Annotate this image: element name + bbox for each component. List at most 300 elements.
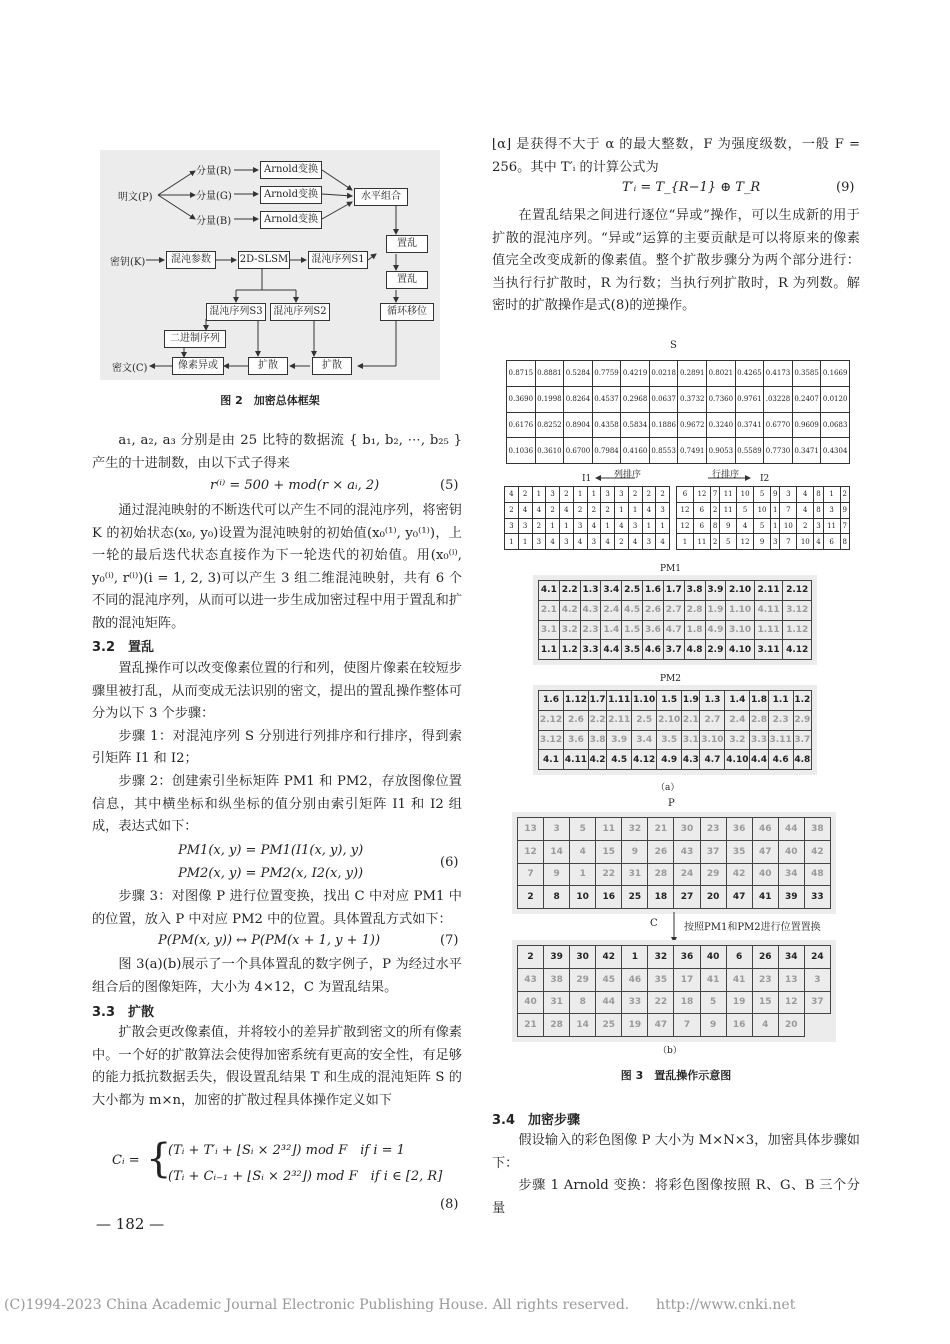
left-p6-text: 步骤 3：对图像 P 进行位置变换，找出 C 中对应 PM1 中的位置，放入 P 中对应 PM2 中的位置。具体置乱方式如下： [92, 889, 462, 927]
pm1-matrix [538, 580, 812, 660]
matrix-c-cell: 25 [596, 1014, 622, 1037]
index-i2-cell: 7 [780, 502, 797, 518]
matrix-p-cell: 15 [596, 840, 622, 863]
pm2-cell: 3.3 [750, 730, 768, 750]
matrix-p-row [518, 863, 831, 886]
pm2-cell: 4.2 [588, 750, 606, 770]
equation-6b: PM2(x, y) = PM2(x, I2(x, y)) [178, 866, 364, 881]
matrix-s-cell: 0.1998 [535, 386, 564, 412]
index-i2-cell: 7 [840, 518, 849, 534]
pm2-cell: 4.5 [607, 750, 632, 770]
binary-seq-box: 二进制序列 [164, 330, 226, 348]
matrix-s-cell: 0.0120 [821, 386, 850, 412]
horizontal-combine-box: 水平组合 [354, 188, 408, 206]
index-i2-cell: 9 [754, 534, 771, 550]
pm1-cell: 2.6 [643, 600, 664, 620]
index-i2-cell: 3 [771, 534, 780, 550]
index-i2-cell: 10 [797, 534, 814, 550]
matrix-c-cell: 23 [752, 968, 778, 991]
index-i2-cell: 12 [693, 487, 710, 503]
pm1-cell: 4.12 [783, 640, 812, 660]
index-i2-cell: 8 [814, 487, 823, 503]
index-i2-cell: 2 [710, 502, 719, 518]
section-3-2-heading: 3.2 置乱 [92, 640, 155, 655]
matrix-s-cell: 0.4219 [621, 361, 650, 387]
matrix-p-cell: 3 [544, 818, 570, 841]
index-i1-cell: 1 [573, 487, 587, 503]
matrix-p-cell: 8 [544, 886, 570, 909]
matrix-s-cell: 0.9672 [678, 412, 707, 438]
equation-8-case-1: (Tᵢ + T′ᵢ + ⌊Sᵢ × 2³²⌋) mod F if i = 1 [168, 1143, 405, 1158]
pm2-cell: 1.9 [682, 691, 700, 711]
index-i1-cell: 1 [628, 502, 642, 518]
left-paragraph-4 [92, 886, 462, 931]
pm1-cell: 4.11 [754, 600, 783, 620]
matrix-p-cell: 1 [570, 863, 596, 886]
matrix-p-row [518, 818, 831, 841]
matrix-p-cell: 43 [674, 840, 700, 863]
index-i1-cell: 4 [505, 487, 519, 503]
matrix-s-row [507, 438, 850, 464]
index-i2-cell: 3 [780, 487, 797, 503]
matrix-s-cell: 0.4173 [764, 361, 793, 387]
matrix-p-cell: 26 [648, 840, 674, 863]
matrix-s-cell: 0.4358 [592, 412, 621, 438]
pm2-cell: 1.11 [607, 691, 632, 711]
index-i1-cell: 4 [642, 502, 656, 518]
index-i2-cell: 9 [720, 518, 737, 534]
pm1-cell: 1.1 [539, 640, 560, 660]
figure-2-caption: 图 2 加密总体框架 [220, 394, 320, 407]
matrix-s-cell: 0.7984 [592, 438, 621, 464]
pm2-cell: 3.5 [657, 730, 682, 750]
diffuse-box-2: 扩散 [312, 357, 352, 375]
matrix-s-cell: 0.6770 [764, 412, 793, 438]
matrix-c-row [518, 946, 831, 969]
footer-copyright: (C)1994-2023 China Academic Journal Electronic Publishing House. All rights reserved. [4, 1297, 630, 1313]
pm1-cell: 2.1 [539, 600, 560, 620]
index-i2-cell: 9 [771, 487, 780, 503]
pm2-cell: 4.7 [700, 750, 725, 770]
pm1-cell: 1.11 [754, 620, 783, 640]
matrix-c-cell: 15 [752, 991, 778, 1014]
pm1-cell: 2.5 [622, 581, 643, 601]
index-i1-cell: 2 [505, 502, 519, 518]
pm2-cell: 2.11 [607, 710, 632, 730]
matrix-s-cell: 0.8881 [535, 361, 564, 387]
index-i1-cell: 3 [628, 518, 642, 534]
arnold-box-1: Arnold变换 [260, 161, 322, 179]
matrix-s-cell: 0.6700 [564, 438, 593, 464]
pm1-cell: 3.8 [684, 581, 705, 601]
chaos-seq-s3-box: 混沌序列S3 [206, 303, 266, 321]
matrix-s-cell: 0.1036 [507, 438, 536, 464]
pm2-cell: 1.6 [539, 691, 564, 711]
index-i2-cell: 2 [797, 518, 814, 534]
pm2-cell: 3.7 [793, 730, 811, 750]
matrix-s-cell: 0.7730 [764, 438, 793, 464]
pm2-cell: 2.9 [793, 710, 811, 730]
index-i2-cell: 2 [840, 487, 849, 503]
index-i1-cell: 2 [532, 518, 546, 534]
section-3-3-heading: 3.3 扩散 [92, 1005, 155, 1020]
index-i2-cell: 4 [797, 502, 814, 518]
matrix-p-cell: 5 [570, 818, 596, 841]
matrix-p-cell: 36 [726, 818, 752, 841]
pm1-cell: 1.12 [783, 620, 812, 640]
matrix-p-cell: 33 [804, 886, 830, 909]
index-i1-cell: 3 [573, 518, 587, 534]
pm2-cell: 1.12 [563, 691, 588, 711]
index-i1-cell: 1 [518, 534, 532, 550]
pm2-cell: 2.2 [588, 710, 606, 730]
matrix-p-cell: 42 [726, 863, 752, 886]
matrix-c-cell: 45 [596, 968, 622, 991]
matrix-s-row [507, 361, 850, 387]
matrix-c-cell: 38 [544, 968, 570, 991]
matrix-p-cell: 21 [648, 818, 674, 841]
pm1-row [539, 620, 812, 640]
equation-8-brace: { [146, 1136, 172, 1182]
pm1-cell: 1.8 [684, 620, 705, 640]
index-i2-cell: 1 [823, 487, 840, 503]
scramble-box-1: 置乱 [386, 235, 428, 253]
index-i2-cell: 10 [754, 502, 771, 518]
matrix-c-cell: 26 [752, 946, 778, 969]
matrix-p-cell: 41 [752, 886, 778, 909]
pm2-cell: 3.11 [768, 730, 793, 750]
matrix-p-cell: 2 [518, 886, 544, 909]
chaos-seq-s1-box: 混沌序列S1 [308, 251, 368, 269]
matrix-s-cell: 0.3585 [792, 361, 821, 387]
pm2-cell: 3.8 [588, 730, 606, 750]
matrix-s-cell: 0.9761 [735, 386, 764, 412]
pm1-cell: 3.5 [622, 640, 643, 660]
index-i2-cell: 4 [797, 487, 814, 503]
matrix-s-cell: 0.3690 [507, 386, 536, 412]
index-i2-cell: 12 [737, 534, 754, 550]
right-p3-text: 假设输入的彩色图像 P 大小为 M×N×3，加密具体步骤如下： [492, 1133, 860, 1171]
index-i1-cell: 4 [560, 502, 574, 518]
pm1-cell: 3.2 [559, 620, 580, 640]
matrix-s-cell: 0.3741 [735, 412, 764, 438]
pm1-cell: 2.2 [559, 581, 580, 601]
pm2-cell: 4.10 [725, 750, 750, 770]
pm2-cell: 1.4 [725, 691, 750, 711]
pm1-cell: 1.9 [705, 600, 726, 620]
index-i1-cell: 2 [560, 487, 574, 503]
index-i1-cell: 1 [505, 534, 519, 550]
pm2-cell: 4.8 [793, 750, 811, 770]
matrix-p-cell: 35 [726, 840, 752, 863]
pm1-cell: 2.8 [684, 600, 705, 620]
matrix-s-cell: 0.2968 [621, 386, 650, 412]
matrix-c-cell: 7 [674, 1014, 700, 1037]
index-i1-cell: 3 [560, 534, 574, 550]
index-i2-cell: 6 [693, 518, 710, 534]
index-i1-cell: 3 [587, 534, 601, 550]
pm1-label: PM1 [660, 564, 681, 574]
matrix-c-cell: 20 [778, 1014, 804, 1037]
pm2-cell: 1.1 [768, 691, 793, 711]
index-matrix-i2 [676, 486, 850, 550]
index-i1-cell: 2 [518, 487, 532, 503]
matrix-s-cell: 0.8904 [564, 412, 593, 438]
matrix-s-cell: 0.3610 [535, 438, 564, 464]
index-i2-cell: 8 [840, 534, 849, 550]
key-label: 密钥(K) [110, 257, 146, 268]
matrix-c-cell: 34 [778, 946, 804, 969]
matrix-s-cell: 0.2407 [792, 386, 821, 412]
index-i1-cell: 1 [656, 518, 670, 534]
index-i2-cell: 3 [823, 502, 840, 518]
matrix-p-cell: 44 [778, 818, 804, 841]
matrix-c-cell: 29 [570, 968, 596, 991]
matrix-s-cell: 0.4304 [821, 438, 850, 464]
pm1-cell: 2.10 [726, 581, 755, 601]
matrix-p-cell: 12 [518, 840, 544, 863]
matrix-c-cell: 37 [804, 991, 830, 1014]
index-i1-cell: 1 [560, 518, 574, 534]
pm1-cell: 3.3 [580, 640, 601, 660]
matrix-p-cell: 46 [752, 818, 778, 841]
index-i2-cell: 2 [710, 534, 719, 550]
matrix-p-label: P [668, 798, 675, 809]
matrix-p-cell: 40 [778, 840, 804, 863]
pm1-cell: 2.3 [580, 620, 601, 640]
matrix-s-cell: .03228 [764, 386, 793, 412]
matrix-c-cell: 19 [726, 991, 752, 1014]
index-i2-cell: 12 [677, 518, 694, 534]
index-i2-cell: 1 [677, 534, 694, 550]
pm2-cell: 1.2 [793, 691, 811, 711]
matrix-p-cell: 9 [544, 863, 570, 886]
matrix-c-cell: 46 [622, 968, 648, 991]
equation-9-number: (9) [836, 180, 855, 195]
index-i1-cell: 3 [505, 518, 519, 534]
matrix-p-cell: 47 [752, 840, 778, 863]
matrix-p-cell: 42 [804, 840, 830, 863]
pm2-row [539, 730, 812, 750]
pm1-cell: 3.10 [726, 620, 755, 640]
index-i2-cell: 11 [720, 502, 737, 518]
right-paragraph-2 [492, 205, 860, 318]
pm2-cell: 4.4 [750, 750, 768, 770]
pm2-cell: 3.12 [539, 730, 564, 750]
pm2-cell: 4.12 [632, 750, 657, 770]
pm1-cell: 3.6 [643, 620, 664, 640]
pm1-cell: 1.7 [663, 581, 684, 601]
pm1-cell: 1.10 [726, 600, 755, 620]
right-p2-text: 在置乱结果之间进行逐位“异或”操作，可以生成新的用于扩散的混沌序列。“异或”运算的主要贡献是可以将原来的像素值完全改变成新的像素值。整个扩散步骤分为两个部分进行：当执行行扩散时，R 为行数；当执行列扩散时，R 为列数。解密时的扩散操作是式(8)的逆操作。 [492, 208, 860, 314]
matrix-p-cell: 34 [778, 863, 804, 886]
pm1-cell: 1.6 [643, 581, 664, 601]
index-i2-cell: 3 [814, 518, 823, 534]
matrix-c-cell: 40 [700, 946, 726, 969]
matrix-s-cell: 0.4265 [735, 361, 764, 387]
pm1-cell: 4.5 [622, 600, 643, 620]
index-i1-cell: 1 [546, 518, 560, 534]
matrix-p-cell: 31 [622, 863, 648, 886]
right-p4-text: 步骤 1 Arnold 变换：将彩色图像按照 R、G、B 三个分量 [492, 1178, 860, 1216]
index-i1-cell: 3 [546, 487, 560, 503]
pm2-cell: 2.1 [682, 710, 700, 730]
pm1-cell: 4.1 [539, 581, 560, 601]
index-i1-cell: 3 [642, 534, 656, 550]
pm1-cell: 2.12 [783, 581, 812, 601]
pm1-cell: 1.4 [601, 620, 622, 640]
index-i1-cell: 4 [601, 534, 615, 550]
pm1-cell: 3.9 [705, 581, 726, 601]
index-i2-cell: 10 [780, 518, 797, 534]
matrix-c-cell: 1 [622, 946, 648, 969]
pm1-cell: 2.4 [601, 600, 622, 620]
pm2-cell: 4.11 [563, 750, 588, 770]
matrix-c-cell: 16 [726, 1014, 752, 1037]
matrix-p-cell: 22 [596, 863, 622, 886]
pm2-label: PM2 [660, 674, 681, 684]
matrix-p-cell: 25 [622, 886, 648, 909]
matrix-p-cell: 47 [726, 886, 752, 909]
index-i1-cell: 1 [642, 518, 656, 534]
pm2-cell: 4.6 [768, 750, 793, 770]
matrix-s-cell: 0.0637 [649, 386, 678, 412]
equation-8-number: (8) [440, 1197, 459, 1212]
right-paragraph-3 [492, 1130, 860, 1220]
matrix-c-cell: 8 [570, 991, 596, 1014]
matrix-s-cell: 0.8252 [535, 412, 564, 438]
index-i2-row [677, 502, 850, 518]
pm2-cell: 2.3 [768, 710, 793, 730]
pm1-row [539, 600, 812, 620]
matrix-p-cell: 14 [544, 840, 570, 863]
index-i2-cell: 8 [814, 502, 823, 518]
left-paragraph-1 [92, 430, 462, 475]
pm2-cell: 2.7 [700, 710, 725, 730]
index-i2-row [677, 487, 850, 503]
left-paragraph-5 [92, 954, 462, 999]
index-i1-cell: 4 [518, 502, 532, 518]
matrix-c-cell: 19 [622, 1014, 648, 1037]
matrix-s-cell: 0.7759 [592, 361, 621, 387]
index-i1-row [505, 502, 670, 518]
page-number: — 182 — [96, 1215, 165, 1233]
index-i1-cell: 2 [587, 502, 601, 518]
matrix-s-cell: 0.0683 [821, 412, 850, 438]
pm1-row [539, 581, 812, 601]
matrix-c-cell: 13 [778, 968, 804, 991]
left-p7-text: 图 3(a)(b)展示了一个具体置乱的数字例子，P 为经过水平组合后的图像矩阵，大小为 4×12，C 为置乱结果。 [92, 957, 462, 995]
pm1-cell: 4.3 [580, 600, 601, 620]
pm1-cell: 1.2 [559, 640, 580, 660]
matrix-s-cell: 0.3471 [792, 438, 821, 464]
index-i1-row [505, 518, 670, 534]
index-i1-cell: 1 [615, 502, 629, 518]
index-i2-cell: 11 [823, 518, 840, 534]
index-i2-cell: 1 [771, 502, 780, 518]
index-i2-cell: 8 [710, 518, 719, 534]
pm1-cell: 1.3 [580, 581, 601, 601]
matrix-c-cell: 39 [544, 946, 570, 969]
index-i2-cell: 12 [677, 502, 694, 518]
ciphertext-label: 密文(C) [112, 363, 148, 374]
equation-5-number: (5) [440, 478, 459, 493]
matrix-s-cell: 0.5589 [735, 438, 764, 464]
pm2-cell: 2.4 [725, 710, 750, 730]
matrix-p-cell: 40 [752, 863, 778, 886]
index-i1-cell: 4 [615, 518, 629, 534]
index-i1-cell: 3 [615, 487, 629, 503]
matrix-c-cell: 41 [726, 968, 752, 991]
right-paragraph-1 [492, 134, 860, 179]
index-i2-cell: 5 [737, 502, 754, 518]
matrix-p-cell: 30 [674, 818, 700, 841]
matrix-s-cell: 0.1669 [821, 361, 850, 387]
matrix-s [506, 360, 850, 464]
matrix-c-cell: 42 [596, 946, 622, 969]
matrix-p-cell: 27 [674, 886, 700, 909]
pixel-xor-box: 像素异或 [172, 357, 224, 375]
pm2-cell: 2.5 [632, 710, 657, 730]
pm1-cell: 2.9 [705, 640, 726, 660]
matrix-s-label: S [670, 340, 677, 351]
matrix-c-cell: 41 [700, 968, 726, 991]
column-sort-label: 列排序 [614, 470, 642, 480]
equation-9: T′ᵢ = T_{R−1} ⊕ T_R [622, 180, 761, 195]
matrix-s-row [507, 412, 850, 438]
index-i2-cell: 11 [720, 487, 737, 503]
pm1-cell: 4.8 [684, 640, 705, 660]
matrix-s-cell: 0.0218 [649, 361, 678, 387]
pm1-cell: 4.2 [559, 600, 580, 620]
equation-7: P(PM(x, y)) ↔ P(PM(x + 1, y + 1)) [158, 933, 381, 948]
pm1-cell: 4.4 [601, 640, 622, 660]
pm2-cell: 2.10 [657, 710, 682, 730]
pm2-cell: 4.3 [682, 750, 700, 770]
matrix-s-cell: 0.8264 [564, 386, 593, 412]
section-3-4-heading: 3.4 加密步骤 [492, 1113, 581, 1128]
matrix-c-cell: 30 [570, 946, 596, 969]
matrix-p-cell: 18 [648, 886, 674, 909]
matrix-s-cell: 0.8715 [507, 361, 536, 387]
matrix-s-cell: 0.5284 [564, 361, 593, 387]
row-sort-label: 行排序 [712, 470, 740, 480]
matrix-c-cell: 33 [622, 991, 648, 1014]
left-paragraph-2 [92, 500, 462, 636]
matrix-p [517, 817, 831, 909]
pm1-row [539, 640, 812, 660]
index-i1-cell: 4 [656, 534, 670, 550]
matrix-c-row [518, 968, 831, 991]
matrix-c-cell: 4 [752, 1014, 778, 1037]
pm1-cell: 3.4 [601, 581, 622, 601]
index-i2-cell: 5 [754, 518, 771, 534]
pm1-cell: 3.12 [783, 600, 812, 620]
left-paragraph-6 [92, 1022, 462, 1112]
index-i1-cell: 1 [532, 487, 546, 503]
matrix-p-cell: 16 [596, 886, 622, 909]
i2-label: I2 [760, 474, 770, 484]
matrix-c-cell: 3 [804, 968, 830, 991]
footer-url: http://www.cnki.net [656, 1297, 796, 1313]
index-i1-cell: 4 [628, 534, 642, 550]
matrix-s-cell: 0.9609 [792, 412, 821, 438]
pm1-cell: 1.5 [622, 620, 643, 640]
index-i1-cell: 1 [587, 487, 601, 503]
matrix-c-cell: 44 [596, 991, 622, 1014]
index-i1-cell: 4 [573, 534, 587, 550]
matrix-s-cell: 0.7491 [678, 438, 707, 464]
